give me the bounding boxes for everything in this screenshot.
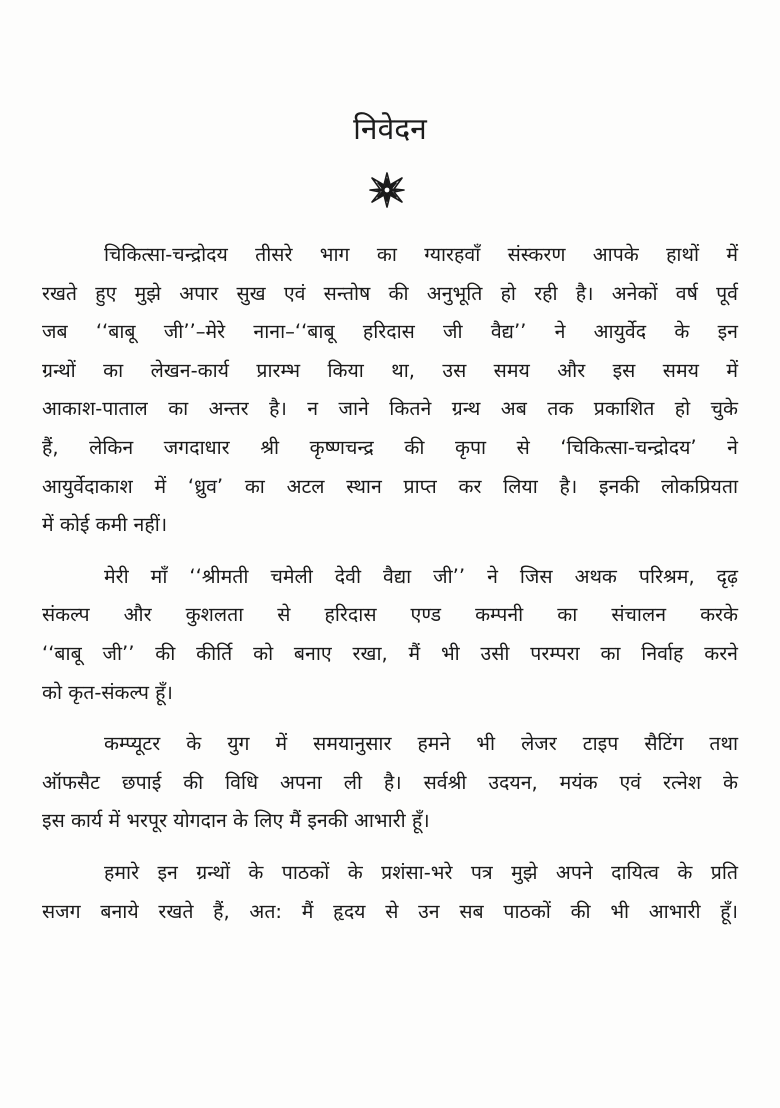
text-line: मेरी माँ ‘‘श्रीमती चमेली देवी वैद्या जी’’ ने जिस अथक परिश्रम, दृढ़ <box>104 564 738 588</box>
text-line: कम्प्यूटर के युग में समयानुसार हमने भी लेजर टाइप सैटिंग तथा <box>104 732 738 756</box>
text-line: ग्रन्थों का लेखन-कार्य प्रारम्भ किया था, उस समय और इस समय में <box>42 358 738 382</box>
paragraph-1 <box>42 236 738 545</box>
text-line: को कृत-संकल्प हूँ। <box>42 680 173 704</box>
text-line: ऑफसैट छपाई की विधि अपना ली है। सर्वश्री उदयन, मयंक एवं रत्नेश के <box>42 770 738 794</box>
text-line: जब ‘‘बाबू जी’’–मेरे नाना–‘‘बाबू हरिदास जी वैद्य’’ ने आयुर्वेद के इन <box>42 320 738 344</box>
text-line: आयुर्वेदाकाश में ‘ध्रुव’ का अटल स्थान प्राप्त कर लिया है। इनकी लोकप्रियता <box>42 474 738 498</box>
text-line: चिकित्सा-चन्द्रोदय तीसरे भाग का ग्यारहवाँ संस्करण आपके हाथों में <box>104 243 738 266</box>
eight-point-star-icon <box>369 172 405 208</box>
paragraph-2 <box>42 558 738 712</box>
page-title: निवेदन <box>353 112 427 147</box>
text-line: रखते हुए मुझे अपार सुख एवं सन्तोष की अनुभूति हो रही है। अनेकों वर्ष पूर्व <box>42 281 738 305</box>
text-line: में कोई कमी नहीं। <box>42 513 168 537</box>
body-text <box>42 236 738 944</box>
paragraph-3 <box>42 725 738 841</box>
text-line: इस कार्य में भरपूर योगदान के लिए मैं इनकी आभारी हूँ। <box>42 809 430 833</box>
text-line: सजग बनाये रखते हैं, अत: मैं हृदय से उन सब पाठकों की भी आभारी हूँ। <box>42 899 738 923</box>
text-line: ‘‘बाबू जी’’ की कीर्ति को बनाए रखा, मैं भी उसी परम्परा का निर्वाह करने <box>42 641 738 665</box>
text-line: हैं, लेकिन जगदाधार श्री कृष्णचन्द्र की कृपा से ‘चिकित्सा-चन्द्रोदय’ ने <box>42 435 738 459</box>
paragraph-4 <box>42 854 738 931</box>
text-line: आकाश-पाताल का अन्तर है। न जाने कितने ग्रन्थ अब तक प्रकाशित हो चुके <box>42 397 738 421</box>
text-line: संकल्प और कुशलता से हरिदास एण्ड कम्पनी का संचालन करके <box>42 603 738 627</box>
text-line: हमारे इन ग्रन्थों के पाठकों के प्रशंसा-भरे पत्र मुझे अपने दायित्व के प्रति <box>104 860 738 884</box>
